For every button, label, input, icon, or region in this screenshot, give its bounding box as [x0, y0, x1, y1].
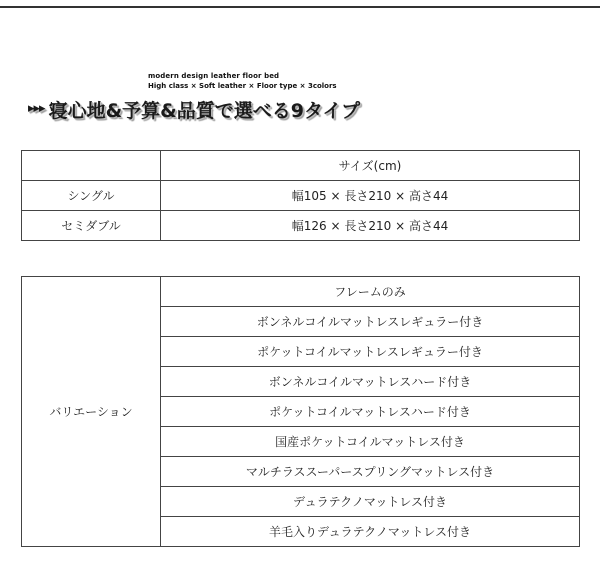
page-heading [28, 94, 360, 124]
variation-item-cell: マルチラススーパースプリングマットレス付き [161, 457, 580, 487]
variation-item-cell: ポケットコイルマットレスレギュラー付き [161, 337, 580, 367]
variation-item-cell: デュラテクノマットレス付き [161, 487, 580, 517]
size-table-header: サイズ(cm) [161, 151, 580, 181]
triple-arrow-icon: ▸▸▸ [28, 100, 45, 116]
table-row [22, 277, 580, 307]
variation-item-cell: ポケットコイルマットレスハード付き [161, 397, 580, 427]
subtitle-line-2: High class × Soft leather × Floor type × 3colors [148, 82, 337, 90]
subtitle-line-1: modern design leather floor bed [148, 72, 280, 80]
size-table-header-row [22, 151, 580, 181]
size-value-cell: 幅105 × 長さ210 × 高さ44 [161, 181, 580, 211]
size-table-corner-cell [22, 151, 161, 181]
variation-item-cell: ボンネルコイルマットレスレギュラー付き [161, 307, 580, 337]
table-row [22, 181, 580, 211]
table-row [22, 211, 580, 241]
size-table [21, 150, 580, 241]
size-value-cell: 幅126 × 長さ210 × 高さ44 [161, 211, 580, 241]
top-divider [0, 6, 600, 8]
page-title: 寝心地&予算&品質で選べる9タイプ [48, 99, 360, 122]
size-label-cell: シングル [22, 181, 161, 211]
size-label-cell: セミダブル [22, 211, 161, 241]
variation-label-cell: バリエーション [22, 277, 161, 547]
variation-item-cell: フレームのみ [161, 277, 580, 307]
variation-item-cell: ボンネルコイルマットレスハード付き [161, 367, 580, 397]
variation-item-cell: 国産ポケットコイルマットレス付き [161, 427, 580, 457]
variation-table [21, 276, 580, 547]
variation-item-cell: 羊毛入りデュラテクノマットレス付き [161, 517, 580, 547]
